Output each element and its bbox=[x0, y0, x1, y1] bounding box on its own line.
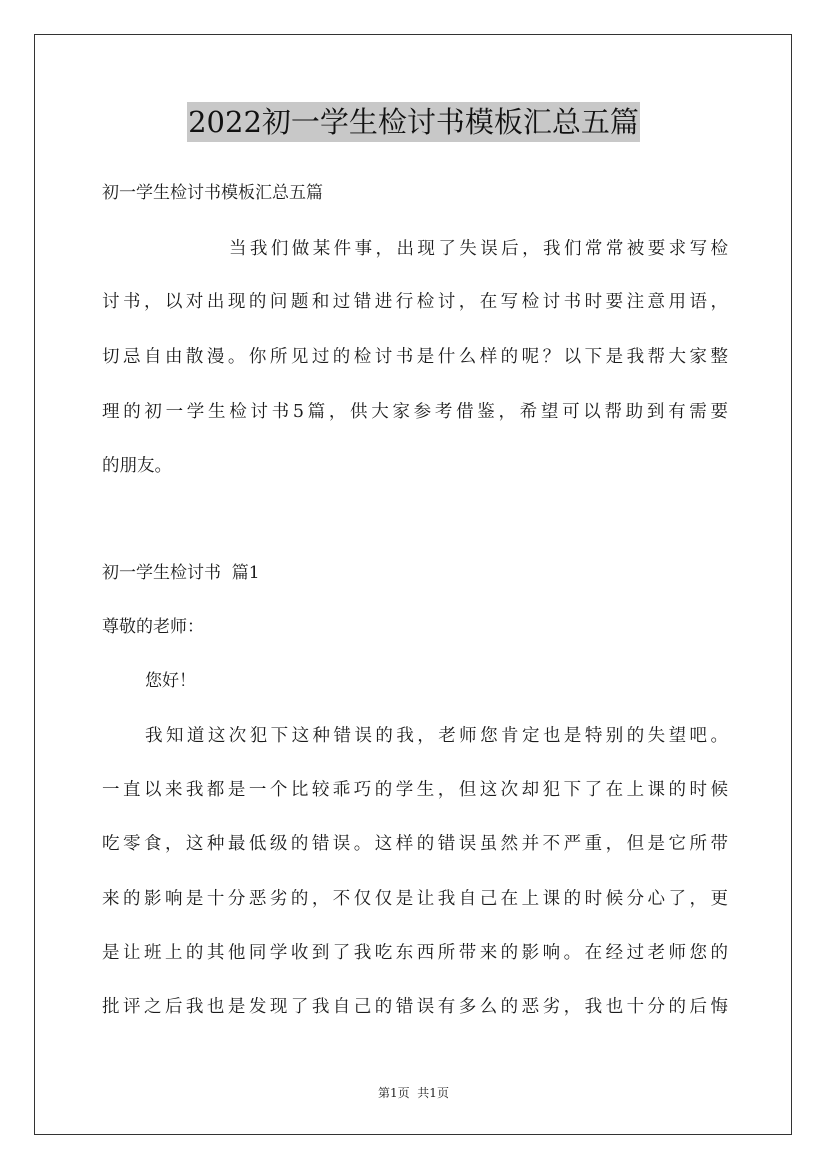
page-footer: 第1页 共1页 bbox=[378, 1086, 449, 1100]
section-heading: 初一学生检讨书 篇1 bbox=[102, 563, 260, 583]
body-line-4: 来的影响是十分恶劣的，不仅仅是让我自己在上课的时候分心了，更 bbox=[102, 889, 728, 909]
body-line-1: 我知道这次犯下这种错误的我，老师您肯定也是特别的失望吧。 bbox=[145, 726, 728, 746]
body-line-5: 是让班上的其他同学收到了我吃东西所带来的影响。在经过老师您的 bbox=[102, 943, 728, 963]
body-line-2: 一直以来我都是一个比较乖巧的学生，但这次却犯下了在上课的时候 bbox=[102, 780, 728, 800]
greeting: 您好！ bbox=[145, 671, 196, 691]
document-subtitle: 初一学生检讨书模板汇总五篇 bbox=[102, 183, 323, 203]
body-line-3: 吃零食，这种最低级的错误。这样的错误虽然并不严重，但是它所带 bbox=[102, 834, 728, 854]
intro-line-2: 讨书，以对出现的问题和过错进行检讨，在写检讨书时要注意用语， bbox=[102, 292, 728, 312]
body-line-6: 批评之后我也是发现了我自己的错误有多么的恶劣，我也十分的后悔 bbox=[102, 997, 728, 1017]
intro-line-5: 的朋友。 bbox=[102, 456, 172, 476]
salutation: 尊敬的老师： bbox=[102, 617, 204, 637]
intro-line-1: 当我们做某件事，出现了失误后，我们常常被要求写检 bbox=[229, 239, 728, 259]
title-container bbox=[0, 102, 827, 142]
document-title: 2022初一学生检讨书模板汇总五篇 bbox=[187, 102, 640, 142]
intro-line-3: 切忌自由散漫。你所见过的检讨书是什么样的呢？以下是我帮大家整 bbox=[102, 347, 728, 367]
intro-line-4: 理的初一学生检讨书5篇，供大家参考借鉴，希望可以帮助到有需要 bbox=[102, 402, 728, 422]
